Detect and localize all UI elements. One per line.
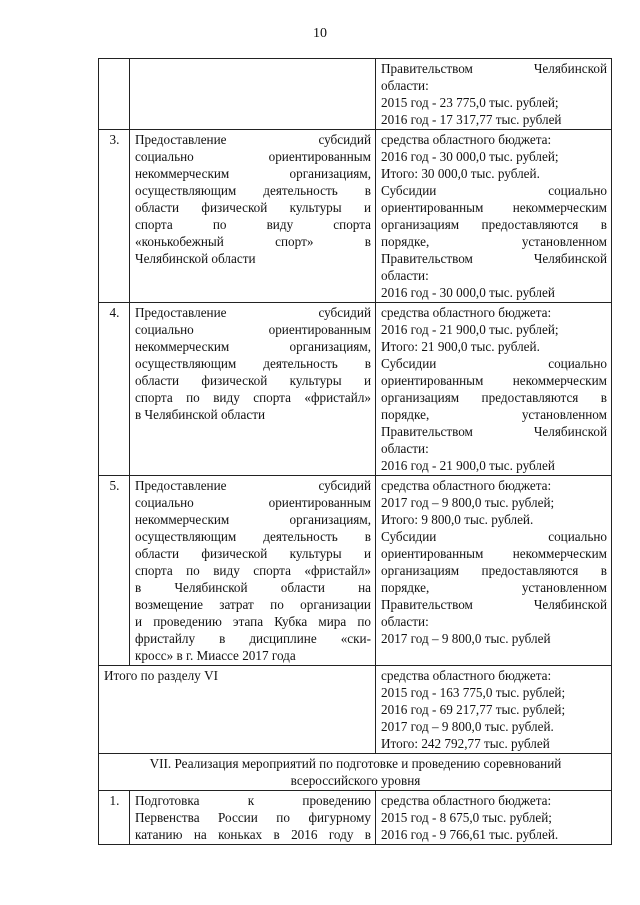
description-line: «конькобежный спорт» в	[135, 234, 371, 249]
funding-line: 2016 год - 21 900,0 тыс. рублей;	[381, 322, 559, 337]
funding-line: Итого: 9 800,0 тыс. рублей.	[381, 512, 534, 527]
description-line: Предоставление субсидий	[135, 305, 371, 320]
funding-line: Итого: 30 000,0 тыс. рублей.	[381, 166, 540, 181]
section-heading-line: VII. Реализация мероприятий по подготовке и проведению соревнований	[149, 756, 562, 771]
funding-line: 2017 год – 9 800,0 тыс. рублей.	[381, 719, 554, 734]
funding-line: 2017 год – 9 800,0 тыс. рублей	[381, 631, 551, 646]
row-number	[99, 59, 130, 130]
funding-info	[376, 303, 612, 476]
description-line: Первенства России по фигурному	[135, 810, 371, 825]
funding-info	[376, 476, 612, 666]
funding-line: Субсидии социально	[381, 183, 607, 198]
funding-line: организациям предоставляются в	[381, 390, 607, 405]
funding-line: ориентированным некоммерческим	[381, 546, 607, 561]
funding-line: 2017 год – 9 800,0 тыс. рублей;	[381, 495, 555, 510]
description-line: Предоставление субсидий	[135, 478, 371, 493]
description-line: некоммерческим организациям,	[135, 166, 371, 181]
funding-line: 2016 год - 30 000,0 тыс. рублей	[381, 285, 555, 300]
funding-line: средства областного бюджета:	[381, 478, 552, 493]
description-line: осуществляющим деятельность в	[135, 183, 371, 198]
funding-line: ориентированным некоммерческим	[381, 200, 607, 215]
measure-description	[130, 791, 376, 845]
funding-line: области:	[381, 614, 429, 629]
description-line: социально ориентированным	[135, 149, 371, 164]
section-heading-line: всероссийского уровня	[290, 773, 421, 788]
funding-line: организациям предоставляются в	[381, 217, 607, 232]
funding-info	[376, 59, 612, 130]
row-number: 1.	[99, 791, 130, 845]
funding-info	[376, 791, 612, 845]
program-table	[98, 58, 612, 845]
description-line: области физической культуры и	[135, 200, 371, 215]
funding-line: 2016 год - 69 217,77 тыс. рублей;	[381, 702, 566, 717]
row-number: 4.	[99, 303, 130, 476]
funding-line: Итого: 21 900,0 тыс. рублей.	[381, 339, 540, 354]
description-line: Подготовка к проведению	[135, 793, 371, 808]
funding-line: ориентированным некоммерческим	[381, 373, 607, 388]
row-number: 3.	[99, 130, 130, 303]
funding-line: 2016 год - 21 900,0 тыс. рублей	[381, 458, 555, 473]
description-line: спорта по виду спорта «фристайл»	[135, 390, 371, 405]
description-line: возмещение затрат по организации	[135, 597, 371, 612]
measure-description	[130, 303, 376, 476]
funding-line: Субсидии социально	[381, 356, 607, 371]
page-number: 10	[313, 26, 327, 41]
description-line: Челябинской области	[135, 251, 256, 266]
description-line: фристайлу в дисциплине «ски-	[135, 631, 371, 646]
total-row	[99, 666, 612, 754]
total-funding	[376, 666, 612, 754]
description-line: катанию на коньках в 2016 году в	[135, 827, 371, 842]
description-line: Предоставление субсидий	[135, 132, 371, 147]
funding-line: Правительством Челябинской	[381, 424, 607, 439]
measure-description	[130, 130, 376, 303]
funding-line: порядке, установленном	[381, 580, 607, 595]
table-row	[99, 303, 612, 476]
section-header-row	[99, 754, 612, 791]
description-line: области физической культуры и	[135, 546, 371, 561]
description-line: в Челябинской области	[135, 407, 266, 422]
description-line: осуществляющим деятельность в	[135, 356, 371, 371]
description-line: кросс» в г. Миассе 2017 года	[135, 648, 296, 663]
row-number: 5.	[99, 476, 130, 666]
table-row	[99, 476, 612, 666]
funding-line: Правительством Челябинской	[381, 597, 607, 612]
funding-line: 2016 год - 17 317,77 тыс. рублей	[381, 112, 562, 127]
description-line: некоммерческим организациям,	[135, 339, 371, 354]
funding-line: 2015 год - 163 775,0 тыс. рублей;	[381, 685, 566, 700]
description-line: осуществляющим деятельность в	[135, 529, 371, 544]
funding-line: 2015 год - 23 775,0 тыс. рублей;	[381, 95, 559, 110]
funding-line: средства областного бюджета:	[381, 305, 552, 320]
funding-line: Правительством Челябинской	[381, 61, 607, 76]
funding-line: порядке, установленном	[381, 234, 607, 249]
funding-line: средства областного бюджета:	[381, 132, 552, 147]
funding-line: порядке, установленном	[381, 407, 607, 422]
funding-line: области:	[381, 441, 429, 456]
measure-description	[130, 59, 376, 130]
measure-description	[130, 476, 376, 666]
table-row	[99, 130, 612, 303]
description-line: в Челябинской области на	[135, 580, 371, 595]
funding-line: средства областного бюджета:	[381, 668, 552, 683]
description-line: и проведению этапа Кубка мира по	[135, 614, 371, 629]
description-line: социально ориентированным	[135, 322, 371, 337]
description-line: социально ориентированным	[135, 495, 371, 510]
description-line: спорта по виду спорта	[135, 217, 371, 232]
funding-line: Субсидии социально	[381, 529, 607, 544]
funding-line: 2016 год - 30 000,0 тыс. рублей;	[381, 149, 559, 164]
program-table-body	[99, 59, 612, 845]
section-heading	[99, 754, 612, 791]
funding-line: области:	[381, 78, 429, 93]
funding-line: организациям предоставляются в	[381, 563, 607, 578]
table-row	[99, 59, 612, 130]
table-row	[99, 791, 612, 845]
funding-info	[376, 130, 612, 303]
funding-line: области:	[381, 268, 429, 283]
description-line: спорта по виду спорта «фристайл»	[135, 563, 371, 578]
description-line: некоммерческим организациям,	[135, 512, 371, 527]
funding-line: Итого: 242 792,77 тыс. рублей	[381, 736, 550, 751]
total-label: Итого по разделу VI	[99, 666, 376, 754]
funding-line: Правительством Челябинской	[381, 251, 607, 266]
description-line: области физической культуры и	[135, 373, 371, 388]
funding-line: 2016 год - 9 766,61 тыс. рублей.	[381, 827, 559, 842]
funding-line: средства областного бюджета:	[381, 793, 552, 808]
funding-line: 2015 год - 8 675,0 тыс. рублей;	[381, 810, 552, 825]
